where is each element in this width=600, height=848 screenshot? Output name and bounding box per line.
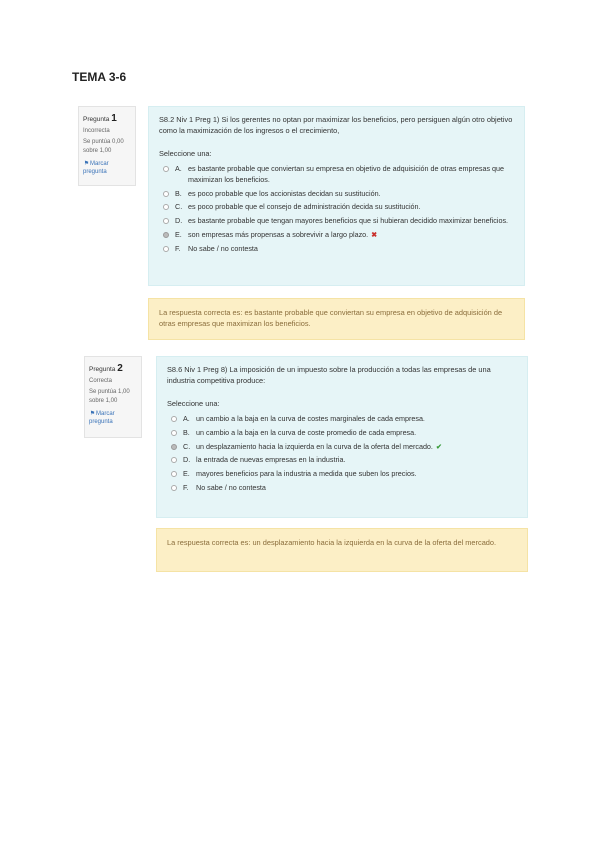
radio-icon[interactable]: [163, 191, 169, 197]
option-2c[interactable]: C. un desplazamiento hacia la izquierda en la curva de la oferta del mercado. ✔: [171, 442, 517, 453]
correct-check-icon: ✔: [435, 441, 442, 451]
question-text-1: S8.2 Niv 1 Preg 1) Si los gerentes no optan por maximizar los beneficios, pero persiguen algún otro objetivo como la maximización de los ingresos o el crecimiento,: [159, 115, 513, 136]
incorrect-icon: ✖: [371, 229, 378, 239]
flag-question-link-1[interactable]: ⚑Marcar pregunta: [83, 160, 109, 176]
feedback-box-1: La respuesta correcta es: es bastante probable que conviertan su empresa en objetivo de adquisición de otras empresas que maximizan los beneficios.: [148, 298, 525, 340]
option-2b[interactable]: B. un cambio a la baja en la curva de coste promedio de cada empresa.: [171, 428, 517, 439]
radio-icon[interactable]: [163, 246, 169, 252]
radio-icon[interactable]: [171, 457, 177, 463]
flag-question-link-2[interactable]: ⚑Marcar pregunta: [89, 410, 115, 426]
option-2f[interactable]: F. No sabe / no contesta: [171, 483, 517, 494]
feedback-box-2: La respuesta correcta es: un desplazamiento hacia la izquierda en la curva de la oferta del mercado.: [156, 528, 528, 572]
option-1c[interactable]: C. es poco probable que el consejo de administración decida su sustitución.: [163, 202, 514, 213]
flag-icon: ⚑: [89, 410, 96, 417]
question-status-1: Incorrecta: [83, 127, 110, 134]
question-number-1: Pregunta 1: [83, 113, 117, 124]
select-prompt-1: Seleccione una:: [159, 148, 212, 158]
radio-icon[interactable]: [171, 471, 177, 477]
question-text-2: S8.6 Niv 1 Preg 8) La imposición de un impuesto sobre la producción a todas las empresas de una industria competitiva produce:: [167, 365, 491, 386]
radio-icon[interactable]: [163, 166, 169, 172]
radio-icon[interactable]: [163, 204, 169, 210]
question-score-1: Se puntúa 0,00 sobre 1,00: [83, 139, 124, 154]
radio-icon[interactable]: [171, 416, 177, 422]
question-number-2: Pregunta 2: [89, 363, 123, 374]
option-2e[interactable]: E. mayores beneficios para la industria a medida que suben los precios.: [171, 469, 517, 480]
question-info-1: [78, 106, 136, 186]
option-1e[interactable]: E. son empresas más propensas a sobrevivir a largo plazo. ✖: [163, 230, 514, 241]
radio-icon[interactable]: [171, 485, 177, 491]
radio-selected-icon[interactable]: [171, 444, 177, 450]
radio-icon[interactable]: [163, 218, 169, 224]
question-box-2: [156, 356, 528, 518]
option-1f[interactable]: F. No sabe / no contesta: [163, 244, 514, 255]
question-status-2: Correcta: [89, 377, 113, 384]
question-box-1: [148, 106, 525, 286]
option-1a[interactable]: A. es bastante probable que conviertan su empresa en objetivo de adquisición de otras empresas que maximizan los beneficios.: [163, 164, 514, 186]
question-score-2: Se puntúa 1,00 sobre 1,00: [89, 389, 130, 404]
flag-icon: ⚑: [83, 160, 90, 167]
select-prompt-2: Seleccione una:: [167, 398, 220, 408]
radio-selected-icon[interactable]: [163, 232, 169, 238]
question-info-2: [84, 356, 142, 438]
radio-icon[interactable]: [171, 430, 177, 436]
page-title: TEMA 3-6: [72, 70, 127, 84]
option-2a[interactable]: A. un cambio a la baja en la curva de costes marginales de cada empresa.: [171, 414, 517, 425]
option-1b[interactable]: B. es poco probable que los accionistas decidan su sustitución.: [163, 189, 514, 200]
option-2d[interactable]: D. la entrada de nuevas empresas en la industria.: [171, 455, 517, 466]
option-1d[interactable]: D. es bastante probable que tengan mayores beneficios que si hubieran decidido maximizar beneficios.: [163, 216, 514, 227]
